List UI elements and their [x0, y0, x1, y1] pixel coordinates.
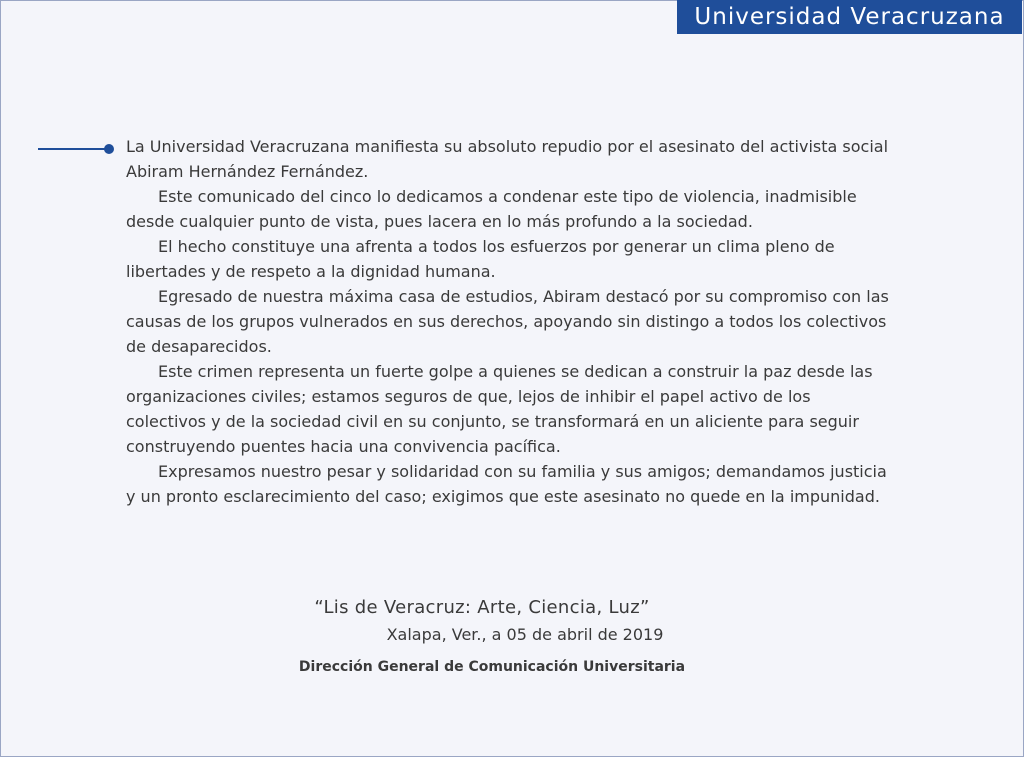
dateline: Xalapa, Ver., a 05 de abril de 2019	[386, 625, 664, 644]
statement-paragraph: La Universidad Veracruzana manifiesta su absoluto repudio por el asesinato del activista social Abiram Hernández Fernández.	[126, 137, 889, 181]
statement-paragraph: Egresado de nuestra máxima casa de estudios, Abiram destacó por su compromiso con las causas de los grupos vulnerados en sus derechos, apoyando sin distingo a todos los colectivos de desaparecidos.	[126, 287, 889, 356]
statement-paragraph: Este comunicado del cinco lo dedicamos a condenar este tipo de violencia, inadmisible desde cualquier punto de vista, pues lacera en lo más profundo a la sociedad.	[126, 187, 857, 231]
statement-body	[126, 134, 892, 509]
statement-paragraph: Este crimen representa un fuerte golpe a quienes se dedican a construir la paz desde las organizaciones civiles; estamos seguros de que, lejos de inhibir el papel activo de los colectivos y de la sociedad civil en su conjunto, se transformará en un aliciente para seguir construyendo puentes hacia una convivencia pacífica.	[126, 362, 873, 456]
university-brand-banner: Universidad Veracruzana	[677, 0, 1022, 34]
university-motto: “Lis de Veracruz: Arte, Ciencia, Luz”	[314, 597, 650, 618]
signature-department: Dirección General de Comunicación Universitaria	[298, 659, 686, 675]
bullet-line-decoration	[38, 148, 110, 150]
bullet-dot-icon	[104, 144, 114, 154]
statement-paragraph: Expresamos nuestro pesar y solidaridad con su familia y sus amigos; demandamos justicia y un pronto esclarecimiento del caso; exigimos que este asesinato no quede en la impunidad.	[126, 462, 887, 506]
statement-paragraph: El hecho constituye una afrenta a todos los esfuerzos por generar un clima pleno de libertades y de respeto a la dignidad humana.	[126, 237, 835, 281]
